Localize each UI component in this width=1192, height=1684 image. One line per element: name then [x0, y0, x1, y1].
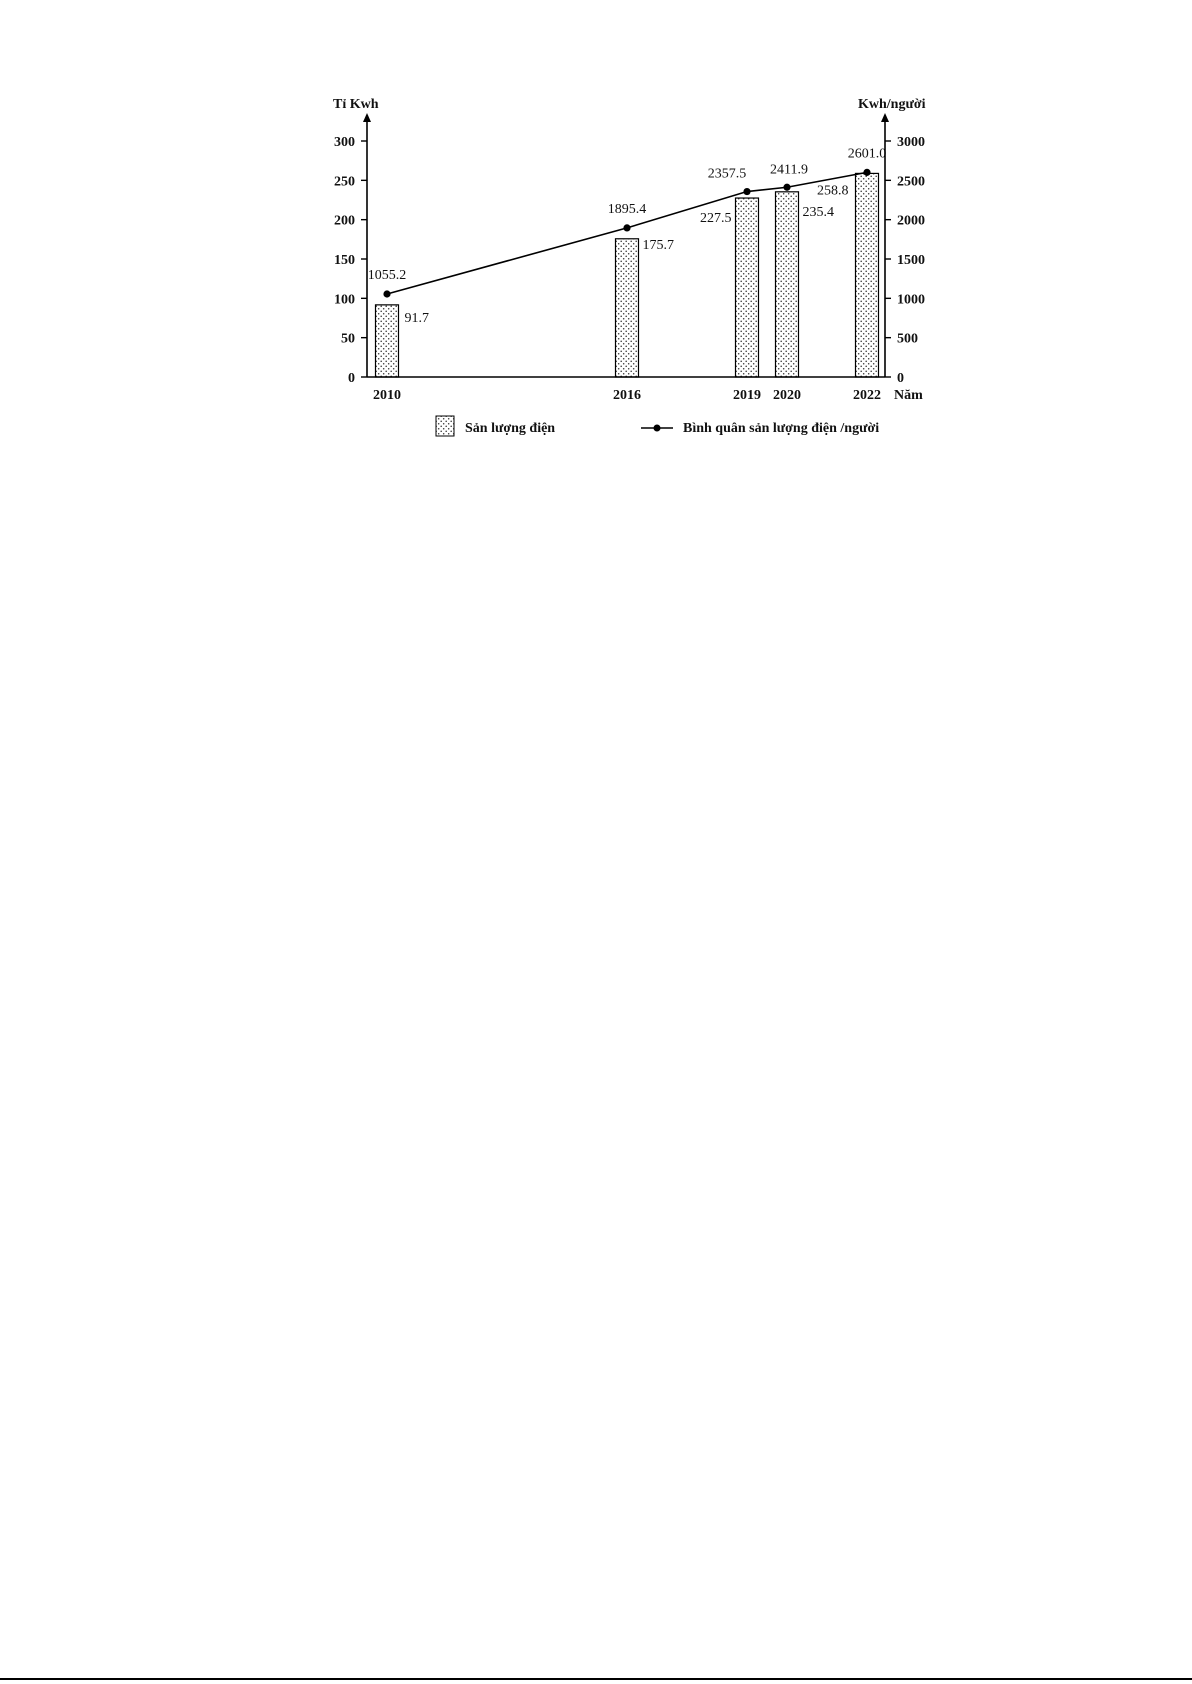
right-axis-title: Kwh/người: [858, 97, 926, 112]
right-tick-label: 3000: [897, 135, 925, 150]
left-axis-ticks: [334, 135, 367, 386]
line-point: [863, 169, 870, 176]
right-tick-label: 2500: [897, 174, 925, 190]
left-tick-label: 200: [334, 213, 355, 229]
legend-bar-label: Sản lượng điện: [465, 421, 556, 436]
line-data-label: 1055.2: [367, 267, 407, 283]
bar-data-label: 175.7: [642, 237, 674, 253]
right-axis-arrow: [881, 113, 889, 122]
bar-data-label: 91.7: [404, 310, 429, 326]
line-point: [743, 188, 750, 195]
bar-data-label: 258.8: [817, 183, 849, 199]
right-tick-label: 1000: [897, 292, 925, 308]
bar: [376, 305, 399, 377]
left-tick-label: 150: [334, 253, 355, 268]
left-tick-label: 250: [334, 174, 355, 190]
left-tick-label: 0: [348, 371, 355, 386]
right-tick-label: 500: [897, 331, 918, 347]
bar: [856, 173, 879, 377]
legend-line-marker: [654, 425, 661, 432]
line-data-label: 2411.9: [770, 162, 808, 178]
page-bottom-rule: [0, 1678, 1192, 1680]
bar-data-label: 235.4: [802, 204, 834, 220]
bar: [736, 198, 759, 377]
right-tick-label: 0: [897, 371, 904, 386]
left-tick-label: 300: [334, 135, 355, 150]
x-axis-title: Năm: [894, 388, 923, 403]
bar: [616, 239, 639, 377]
line-data-label: 1895.4: [607, 201, 647, 217]
x-tick-label: 2019: [733, 388, 761, 403]
line-point: [623, 224, 630, 231]
x-tick-label: 2022: [853, 388, 881, 403]
x-axis-ticks: [373, 388, 881, 403]
x-tick-label: 2016: [613, 388, 641, 403]
left-tick-label: 100: [334, 292, 355, 308]
line-data-label: 2357.5: [707, 166, 747, 182]
bar-data-label: 227.5: [700, 211, 732, 227]
legend-bar-swatch: [436, 416, 454, 436]
line-point: [783, 184, 790, 191]
left-tick-label: 50: [341, 331, 355, 347]
legend-line-label: Bình quân sản lượng điện /người: [683, 421, 880, 436]
x-tick-label: 2010: [373, 388, 401, 403]
line-point: [383, 290, 390, 297]
right-tick-label: 2000: [897, 213, 925, 229]
right-tick-label: 1500: [897, 253, 925, 268]
left-axis-title: Tỉ Kwh: [333, 97, 379, 112]
x-tick-label: 2020: [773, 388, 801, 403]
legend: [436, 416, 879, 436]
left-axis-arrow: [363, 113, 371, 122]
line-data-label: 2601.0: [847, 146, 887, 162]
bar: [776, 192, 799, 377]
right-axis-ticks: [885, 135, 925, 386]
